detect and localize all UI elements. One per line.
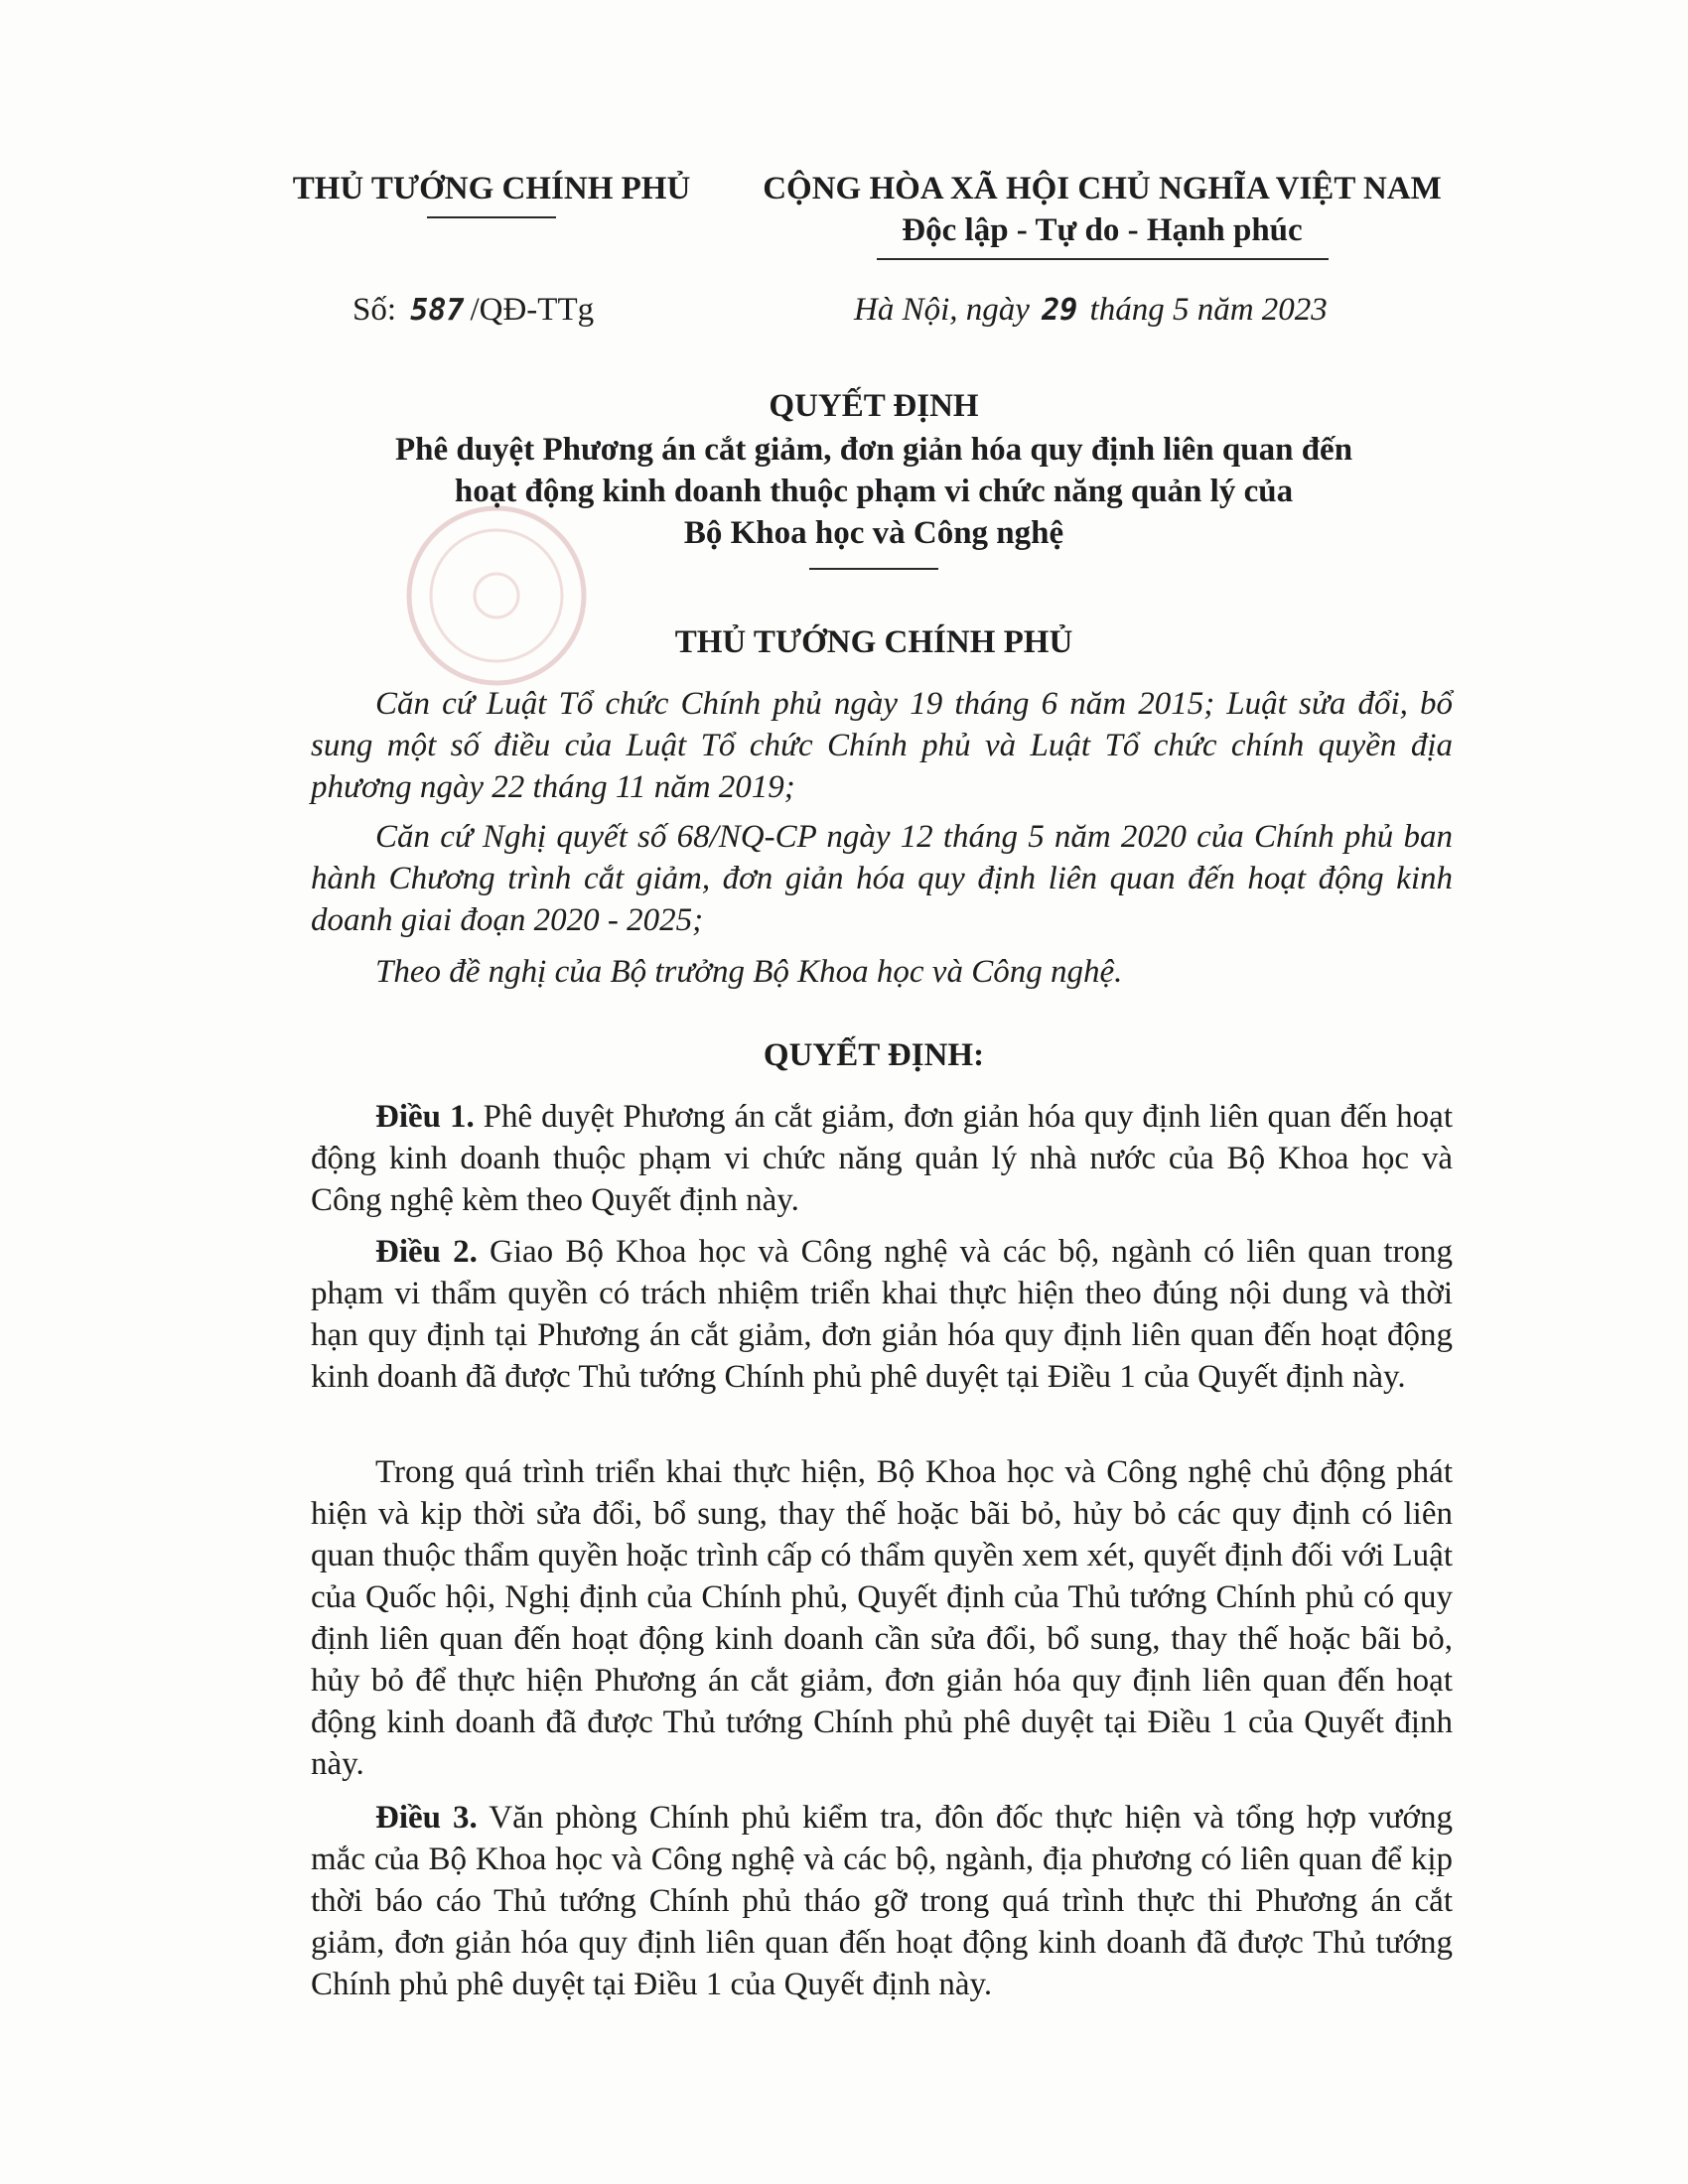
subtitle-line: Phê duyệt Phương án cắt giảm, đơn giản hóa quy định liên quan đến [394, 432, 1353, 468]
number-suffix: /QĐ-TTg [470, 292, 595, 328]
national-heading [725, 169, 1479, 260]
number-prefix: Số: [352, 292, 397, 328]
decision-title: QUYẾT ĐỊNH [769, 388, 979, 424]
subtitle-line: hoạt động kinh doanh thuộc phạm vi chức năng quản lý của [454, 474, 1294, 509]
issuer-underline [427, 216, 556, 218]
subtitle-line: Bộ Khoa học và Công nghệ [683, 515, 1064, 551]
title-underline [809, 568, 938, 570]
number-handwritten: 587 [410, 293, 465, 328]
decision-subtitle [298, 429, 1450, 554]
article-3 [311, 1797, 1453, 2005]
issuer-block [268, 169, 715, 218]
article-2 [311, 1231, 1453, 1398]
motto-underline [877, 258, 1329, 260]
preamble-paragraph: Căn cứ Luật Tổ chức Chính phủ ngày 19 tháng 6 năm 2015; Luật sửa đổi, bổ sung một số điều của Luật Tổ chức Chính phủ và Luật Tổ chức chính quyền địa phương ngày 22 tháng 11 năm 2019; [311, 686, 1453, 805]
decides-heading: QUYẾT ĐỊNH: [763, 1037, 985, 1073]
date-day-handwritten: 29 [1042, 293, 1078, 328]
article-text: Giao Bộ Khoa học và Công nghệ và các bộ, ngành có liên quan trong phạm vi thẩm quyền có trách nhiệm triển khai thực hiện theo đúng nội dung và thời hạn quy định tại Phương án cắt giảm, đơn giản hóa quy định liên quan đến hoạt động kinh doanh đã được Thủ tướng Chính phủ phê duyệt tại Điều 1 của Quyết định này. [311, 1234, 1453, 1395]
date-suffix: tháng 5 năm 2023 [1089, 292, 1328, 328]
date-prefix: Hà Nội, ngày [854, 292, 1030, 328]
article-text: Văn phòng Chính phủ kiểm tra, đôn đốc thực hiện và tổng hợp vướng mắc của Bộ Khoa học và Công nghệ và các bộ, ngành, địa phương có liên quan để kịp thời báo cáo Thủ tướng Chính phủ tháo gỡ trong quá trình thực thi Phương án cắt giảm, đơn giản hóa quy định liên quan đến hoạt động kinh doanh đã được Thủ tướng Chính phủ phê duyệt tại Điều 1 của Quyết định này. [311, 1800, 1453, 2002]
preamble-paragraph: Theo đề nghị của Bộ trưởng Bộ Khoa học và Công nghệ. [375, 954, 1123, 990]
article-text: Phê duyệt Phương án cắt giảm, đơn giản hóa quy định liên quan đến hoạt động kinh doanh thuộc phạm vi chức năng quản lý nhà nước của Bộ Khoa học và Công nghệ kèm theo Quyết định này. [311, 1099, 1453, 1218]
article-1 [311, 1096, 1453, 1221]
document-date [854, 290, 1328, 331]
document-number [352, 290, 594, 331]
article-label: Điều 3. [375, 1800, 478, 1836]
article-text: Trong quá trình triển khai thực hiện, Bộ Khoa học và Công nghệ chủ động phát hiện và kịp thời sửa đổi, bổ sung, thay thế hoặc bãi bỏ, hủy bỏ các quy định có liên quan thuộc thẩm quyền hoặc trình cấp có thẩm quyền xem xét, quyết định đối với Luật của Quốc hội, Nghị định của Chính phủ, Quyết định của Thủ tướng Chính phủ có quy định liên quan đến hoạt động kinh doanh cần sửa đổi, bổ sung, thay thế hoặc bãi bỏ, hủy bỏ để thực hiện Phương án cắt giảm, đơn giản hóa quy định liên quan đến hoạt động kinh doanh đã được Thủ tướng Chính phủ phê duyệt tại Điều 1 của Quyết định này. [311, 1454, 1453, 1782]
country-name: CỘNG HÒA XÃ HỘI CHỦ NGHĨA VIỆT NAM [763, 171, 1442, 206]
national-motto: Độc lập - Tự do - Hạnh phúc [902, 212, 1303, 248]
authority-heading: THỦ TƯỚNG CHÍNH PHỦ [674, 624, 1073, 660]
article-label: Điều 2. [375, 1234, 478, 1270]
article-label: Điều 1. [375, 1099, 475, 1135]
issuer-title: THỦ TƯỚNG CHÍNH PHỦ [292, 171, 691, 206]
article-2-paragraph [311, 1451, 1453, 1785]
preamble-paragraph: Căn cứ Nghị quyết số 68/NQ-CP ngày 12 tháng 5 năm 2020 của Chính phủ ban hành Chương trình cắt giảm, đơn giản hóa quy định liên quan đến hoạt động kinh doanh giai đoạn 2020 - 2025; [311, 819, 1453, 938]
